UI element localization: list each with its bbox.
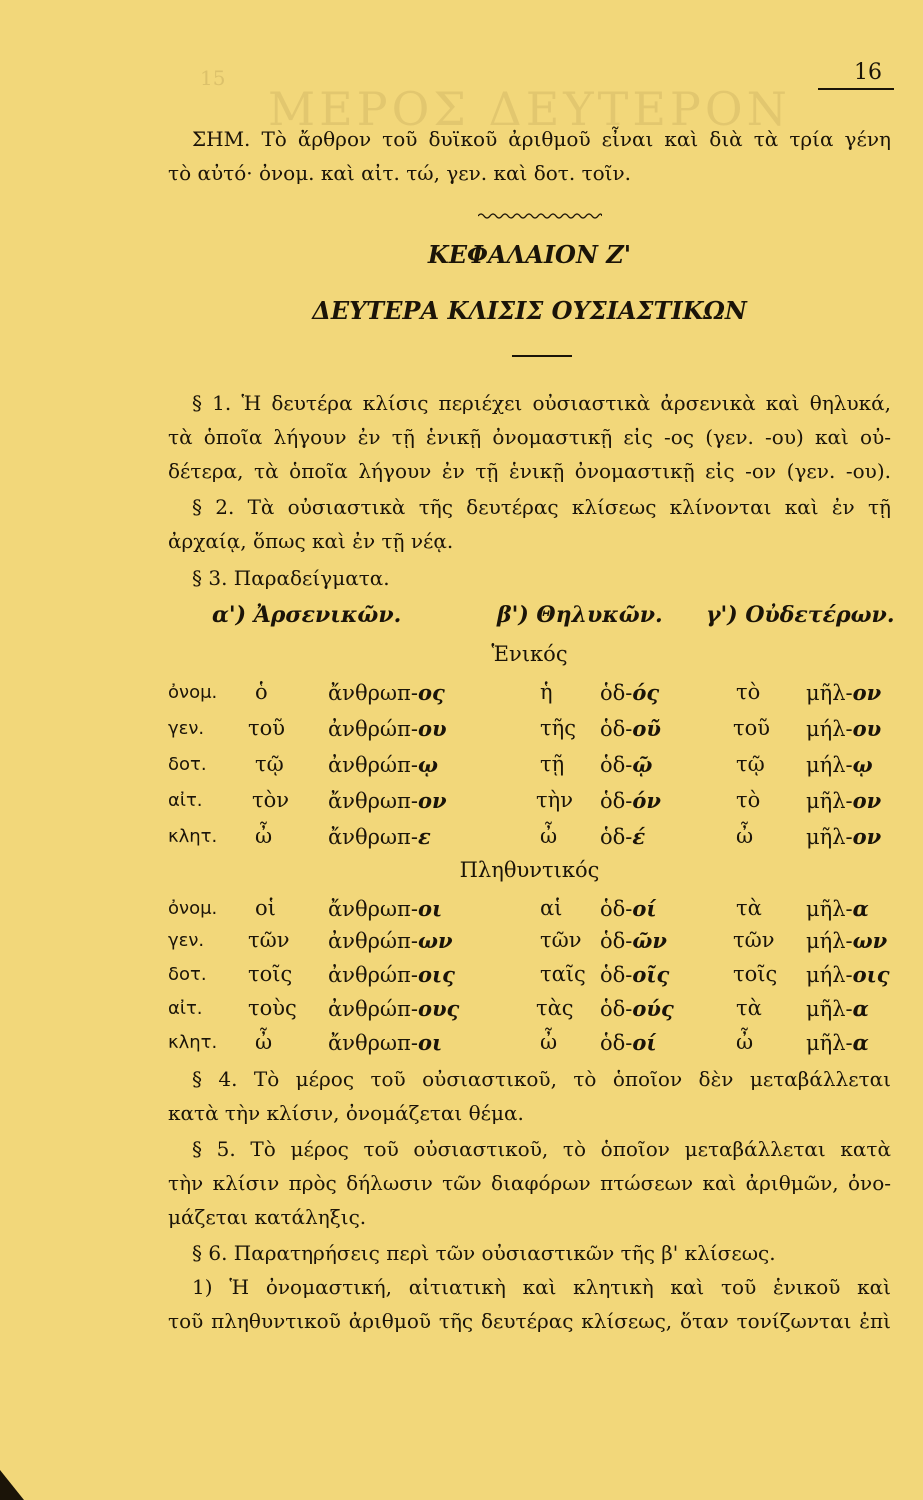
article-masculine: ὁ xyxy=(255,680,268,704)
noun-feminine: ὁδ-ῷ xyxy=(600,752,653,777)
column-heading-neuter: γ') Οὐδετέρων. xyxy=(706,602,895,628)
case-label: αἰτ. xyxy=(168,998,203,1019)
article-neuter: τὸ xyxy=(736,788,761,812)
noun-neuter: μήλ-ῳ xyxy=(806,752,873,777)
case-label: αἰτ. xyxy=(168,790,203,811)
article-masculine: τοὺς xyxy=(248,996,297,1020)
noun-masculine: ἄνθρωπ-οι xyxy=(328,896,443,921)
article-neuter: τὸ xyxy=(736,680,761,704)
noun-feminine: ὁδ-ῶν xyxy=(600,928,667,953)
article-feminine: ἡ xyxy=(540,680,553,704)
para7-line-1: 1) Ἡ ὀνομαστική, αἰτιατικὴ καὶ κλητικὴ καὶ τοῦ ἑνικοῦ καὶ xyxy=(192,1275,891,1299)
note-line-2: τὸ αὐτό· ὀνομ. καὶ αἰτ. τώ, γεν. καὶ δοτ. τοῖν. xyxy=(168,161,632,185)
para3: § 3. Παραδείγματα. xyxy=(192,566,390,590)
article-neuter: τὰ xyxy=(736,896,762,920)
para5-line-1: § 5. Τὸ μέρος τοῦ οὐσιαστικοῦ, τὸ ὁποῖον μεταβάλλεται κατὰ xyxy=(192,1137,891,1161)
noun-feminine: ὁδ-έ xyxy=(600,824,646,849)
para6: § 6. Παρατηρήσεις περὶ τῶν οὐσιαστικῶν τῆς β' κλίσεως. xyxy=(192,1241,776,1265)
case-label: κλητ. xyxy=(168,826,218,847)
article-feminine: τὴν xyxy=(536,788,573,812)
noun-feminine: ὁδ-ούς xyxy=(600,996,674,1021)
noun-masculine: ἄνθρωπ-οι xyxy=(328,1030,443,1055)
wavy-ornament xyxy=(478,212,602,220)
noun-masculine: ἄνθρωπ-ον xyxy=(328,788,447,813)
case-label: ὀνομ. xyxy=(168,898,218,919)
noun-neuter: μῆλ-α xyxy=(806,996,869,1021)
noun-masculine: ἀνθρώπ-ους xyxy=(328,996,460,1021)
article-neuter: ὦ xyxy=(736,1030,754,1054)
show-through-heading: ΜΕΡΟΣ ΔΕΥΤΕΡΟΝ xyxy=(268,82,791,136)
noun-feminine: ὁδ-οί xyxy=(600,1030,657,1055)
noun-masculine: ἀνθρώπ-ων xyxy=(328,928,453,953)
singular-label: Ἑνικός xyxy=(491,642,568,666)
noun-masculine: ἄνθρωπ-ε xyxy=(328,824,431,849)
case-label: ὀνομ. xyxy=(168,682,218,703)
show-through-page-number: 15 xyxy=(200,66,226,90)
article-feminine: αἱ xyxy=(540,896,563,920)
case-label: κλητ. xyxy=(168,1032,218,1053)
plural-label: Πληθυντικός xyxy=(459,858,600,882)
article-feminine: ταῖς xyxy=(540,962,586,986)
noun-feminine: ὁδ-ός xyxy=(600,680,660,705)
noun-masculine: ἀνθρώπ-ῳ xyxy=(328,752,438,777)
article-feminine: τῇ xyxy=(540,752,565,776)
page-number: 16 xyxy=(854,60,882,85)
article-masculine: τὸν xyxy=(252,788,290,812)
para2-line-2: ἀρχαίᾳ, ὅπως καὶ ἐν τῇ νέᾳ. xyxy=(168,529,454,553)
article-masculine: ὦ xyxy=(255,1030,273,1054)
article-masculine: τῷ xyxy=(255,752,284,776)
article-masculine: τῶν xyxy=(248,928,290,952)
noun-feminine: ὁδ-οί xyxy=(600,896,657,921)
page-number-rule xyxy=(818,88,894,90)
noun-neuter: μῆλ-ον xyxy=(806,788,882,813)
noun-neuter: μῆλ-ον xyxy=(806,680,882,705)
title-rule xyxy=(512,355,572,357)
noun-neuter: μήλ-οις xyxy=(806,962,890,987)
noun-masculine: ἄνθρωπ-ος xyxy=(328,680,445,705)
para1-line-1: § 1. Ἡ δευτέρα κλίσις περιέχει οὐσιαστικὰ ἀρσενικὰ καὶ θηλυκά, xyxy=(192,391,891,415)
article-masculine: τοῖς xyxy=(248,962,293,986)
article-neuter: ὦ xyxy=(736,824,754,848)
para5-line-2: τὴν κλίσιν πρὸς δήλωσιν τῶν διαφόρων πτώσεων καὶ ἀριθμῶν, ὀνο- xyxy=(168,1171,891,1195)
noun-masculine: ἀνθρώπ-οις xyxy=(328,962,455,987)
case-label: δοτ. xyxy=(168,754,207,775)
column-heading-masculine: α') Ἀρσενικῶν. xyxy=(212,602,402,628)
article-neuter: τῷ xyxy=(736,752,765,776)
article-feminine: τῶν xyxy=(540,928,582,952)
chapter-title: ΔΕΥΤΕΡΑ ΚΛΙΣΙΣ ΟΥΣΙΑΣΤΙΚΩΝ xyxy=(312,296,747,325)
para7-line-2: τοῦ πληθυντικοῦ ἀριθμοῦ τῆς δευτέρας κλίσεως, ὅταν τονίζωνται ἐπὶ xyxy=(168,1309,891,1333)
noun-neuter: μήλ-ων xyxy=(806,928,888,953)
article-neuter: τοῦ xyxy=(733,716,771,740)
article-feminine: ὦ xyxy=(540,824,558,848)
article-neuter: τὰ xyxy=(736,996,762,1020)
scan-corner-shadow xyxy=(0,1470,24,1500)
para4-line-2: κατὰ τὴν κλίσιν, ὀνομάζεται θέμα. xyxy=(168,1101,524,1125)
case-label: δοτ. xyxy=(168,964,207,985)
noun-feminine: ὁδ-οῦ xyxy=(600,716,661,741)
para1-line-2: τὰ ὁποῖα λήγουν ἐν τῇ ἑνικῇ ὀνομαστικῇ εἰς -ος (γεν. -ου) καὶ οὐ- xyxy=(168,425,891,449)
article-feminine: ὦ xyxy=(540,1030,558,1054)
article-masculine: ὦ xyxy=(255,824,273,848)
para5-line-3: μάζεται κατάληξις. xyxy=(168,1205,367,1229)
chapter-heading: ΚΕΦΑΛΑΙΟΝ Ζ' xyxy=(427,240,632,269)
article-neuter: τοῖς xyxy=(733,962,778,986)
para2-line-1: § 2. Τὰ οὐσιαστικὰ τῆς δευτέρας κλίσεως κλίνονται καὶ ἐν τῇ xyxy=(192,495,891,519)
noun-neuter: μήλ-ου xyxy=(806,716,882,741)
noun-feminine: ὁδ-οῖς xyxy=(600,962,670,987)
noun-neuter: μῆλ-α xyxy=(806,1030,869,1055)
note-line-1: ΣΗΜ. Τὸ ἄρθρον τοῦ δυϊκοῦ ἀριθμοῦ εἶναι καὶ διὰ τὰ τρία γένη xyxy=(192,127,891,151)
case-label: γεν. xyxy=(168,718,205,739)
article-neuter: τῶν xyxy=(733,928,775,952)
column-heading-feminine: β') Θηλυκῶν. xyxy=(497,602,663,628)
article-masculine: τοῦ xyxy=(248,716,286,740)
para4-line-1: § 4. Τὸ μέρος τοῦ οὐσιαστικοῦ, τὸ ὁποῖον δὲν μεταβάλλεται xyxy=(192,1067,891,1091)
noun-neuter: μῆλ-ον xyxy=(806,824,882,849)
para1-line-3: δέτερα, τὰ ὁποῖα λήγουν ἐν τῇ ἑνικῇ ὀνομαστικῇ εἰς -ον (γεν. -ου). xyxy=(168,459,891,483)
article-feminine: τὰς xyxy=(536,996,574,1020)
case-label: γεν. xyxy=(168,930,205,951)
noun-masculine: ἀνθρώπ-ου xyxy=(328,716,447,741)
article-masculine: οἱ xyxy=(255,896,276,920)
noun-feminine: ὁδ-όν xyxy=(600,788,661,813)
article-feminine: τῆς xyxy=(540,716,576,740)
noun-neuter: μῆλ-α xyxy=(806,896,869,921)
